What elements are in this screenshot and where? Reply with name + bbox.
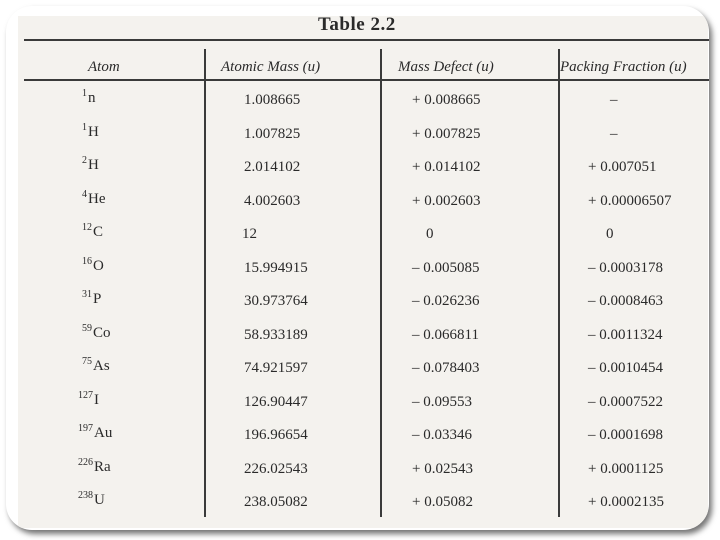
atom-cell: [82, 222, 103, 241]
packing-fraction-cell: –: [610, 125, 618, 142]
mass-defect-cell: + 0.05082: [412, 494, 473, 510]
atom-cell: [82, 155, 99, 174]
atom-cell: [78, 457, 111, 476]
element-symbol: P: [93, 291, 102, 307]
packing-fraction-cell: + 0.00006507: [588, 192, 672, 209]
element-symbol: Au: [94, 425, 113, 441]
atom-cell: [82, 122, 99, 141]
atom-cell: [82, 256, 104, 275]
packing-fraction-cell: + 0.0001125: [588, 460, 664, 477]
atom-cell: [82, 323, 111, 342]
mass-number: 75: [82, 356, 92, 367]
atom-cell: [78, 390, 99, 409]
atomic-mass-cell: 74.921597: [244, 360, 308, 376]
column-divider: [558, 49, 560, 517]
packing-fraction-cell: – 0.0008463: [588, 293, 663, 309]
packing-fraction-cell: – 0.0007522: [588, 393, 663, 410]
mass-defect-cell: – 0.078403: [412, 360, 480, 376]
header-mass-defect: Mass Defect (u): [398, 59, 494, 75]
mass-defect-cell: – 0.09553: [412, 393, 472, 410]
mass-defect-cell: – 0.026236: [412, 293, 480, 309]
mass-defect-cell: – 0.03346: [412, 427, 472, 443]
element-symbol: He: [88, 190, 106, 207]
mass-defect-cell: 0: [426, 226, 434, 242]
atomic-mass-cell: 30.973764: [244, 293, 308, 309]
atomic-mass-cell: 1.007825: [244, 125, 301, 142]
mass-number: 2: [82, 155, 87, 166]
mass-number: 59: [82, 322, 92, 334]
header-rule: [24, 79, 709, 81]
mass-defect-cell: – 0.066811: [412, 326, 479, 343]
packing-fraction-cell: + 0.0002135: [588, 494, 664, 510]
packing-fraction-cell: –: [610, 92, 618, 108]
element-symbol: U: [94, 492, 105, 508]
atom-cell: [82, 88, 96, 107]
mass-defect-cell: + 0.02543: [412, 460, 473, 477]
packing-fraction-cell: – 0.0010454: [588, 360, 663, 376]
mass-number: 31: [82, 289, 92, 300]
mass-defect-cell: + 0.014102: [412, 159, 481, 175]
atom-cell: [78, 423, 112, 442]
element-symbol: Co: [93, 324, 111, 341]
mass-defect-cell: + 0.008665: [412, 92, 481, 108]
packing-fraction-cell: 0: [606, 226, 614, 242]
top-rule: [24, 39, 709, 41]
mass-number: 1: [82, 121, 87, 133]
slide-frame: [6, 6, 709, 530]
element-symbol: H: [88, 157, 99, 173]
mass-defect-cell: – 0.005085: [412, 259, 480, 276]
element-symbol: n: [88, 90, 96, 106]
mass-number: 1: [82, 88, 87, 99]
atomic-mass-cell: 238.05082: [244, 494, 308, 510]
packing-fraction-cell: – 0.0011324: [588, 326, 663, 343]
header-atom: Atom: [88, 59, 120, 75]
header-packing-fraction: Packing Fraction (u): [560, 59, 687, 75]
atomic-mass-cell: 1.008665: [244, 92, 301, 108]
element-symbol: H: [88, 123, 99, 140]
mass-number: 12: [82, 222, 92, 233]
packing-fraction-cell: – 0.0003178: [588, 259, 663, 276]
atomic-mass-cell: 126.90447: [244, 393, 308, 410]
mass-number: 4: [82, 188, 87, 200]
atomic-mass-cell: 58.933189: [244, 326, 308, 343]
packing-fraction-cell: + 0.007051: [588, 159, 657, 175]
element-symbol: O: [93, 257, 104, 274]
element-symbol: C: [93, 224, 104, 240]
element-symbol: Ra: [94, 458, 111, 475]
atom-cell: [82, 356, 110, 375]
mass-number: 16: [82, 255, 92, 267]
atom-cell: [78, 490, 105, 509]
mass-number: 238: [78, 490, 93, 501]
packing-fraction-cell: – 0.0001698: [588, 427, 663, 443]
mass-defect-cell: + 0.007825: [412, 125, 481, 142]
element-symbol: As: [93, 358, 110, 374]
atomic-mass-cell: 196.96654: [244, 427, 308, 443]
atom-cell: [82, 189, 106, 208]
atomic-mass-cell: 12: [242, 226, 257, 242]
column-divider: [380, 49, 382, 517]
mass-number: 127: [78, 389, 93, 401]
atomic-mass-cell: 2.014102: [244, 159, 301, 175]
mass-number: 226: [78, 456, 93, 468]
mass-number: 197: [78, 423, 93, 434]
atomic-mass-cell: 15.994915: [244, 259, 308, 276]
atom-cell: [82, 289, 101, 308]
column-divider: [204, 49, 206, 517]
header-atomic-mass: Atomic Mass (u): [221, 59, 321, 75]
atomic-mass-cell: 226.02543: [244, 460, 308, 477]
element-symbol: I: [94, 391, 99, 408]
mass-defect-cell: + 0.002603: [412, 192, 481, 209]
table-title: Table 2.2: [318, 14, 396, 35]
atomic-mass-cell: 4.002603: [244, 192, 301, 209]
